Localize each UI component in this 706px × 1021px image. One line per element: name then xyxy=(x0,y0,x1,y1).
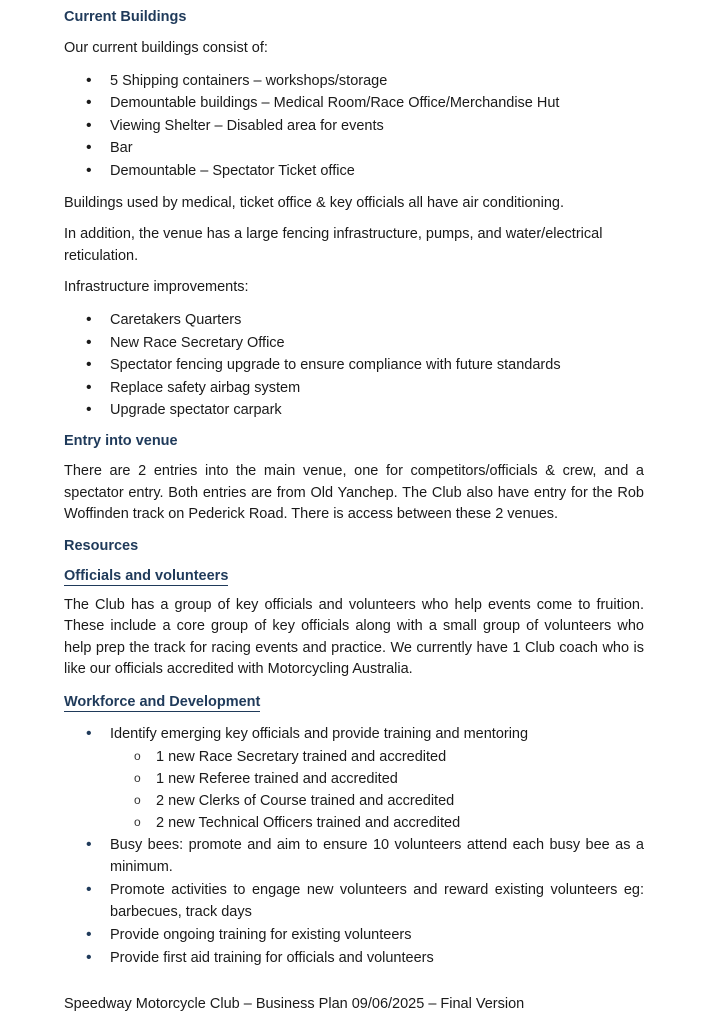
workforce-list xyxy=(64,723,644,969)
list-item: • Promote activities to engage new volunteers and reward existing volunteers eg: barbecues, track days xyxy=(64,879,644,924)
entry-paragraph: There are 2 entries into the main venue, one for competitors/officials & crew, and a spectator entry. Both entries are from Old Yanchep. The Club also have entry for the Rob Woffinden track on Pederick Road. There is access between these 2 venues. xyxy=(64,462,644,523)
document-page xyxy=(64,6,644,969)
list-item: • Bar xyxy=(64,137,644,160)
current-buildings-heading: Current Buildings xyxy=(64,9,187,25)
list-item: • 5 Shipping containers – workshops/storage xyxy=(64,70,644,93)
list-item: • Spectator fencing upgrade to ensure compliance with future standards xyxy=(64,354,644,377)
list-item: • New Race Secretary Office xyxy=(64,332,644,355)
list-item: • Demountable – Spectator Ticket office xyxy=(64,160,644,183)
sub-list-item: o 2 new Clerks of Course trained and accredited xyxy=(110,790,644,812)
list-item: • Demountable buildings – Medical Room/Race Office/Merchandise Hut xyxy=(64,92,644,115)
list-item: • Provide first aid training for officials and volunteers xyxy=(64,947,644,970)
sub-list xyxy=(110,746,644,834)
entry-heading: Entry into venue xyxy=(64,432,178,449)
list-item: • Viewing Shelter – Disabled area for events xyxy=(64,115,644,138)
fencing-paragraph: In addition, the venue has a large fencing infrastructure, pumps, and water/electrical reticulation. xyxy=(64,226,603,264)
officials-heading: Officials and volunteers xyxy=(64,567,229,584)
air-conditioning-paragraph: Buildings used by medical, ticket office & key officials all have air conditioning. xyxy=(64,194,564,211)
resources-heading: Resources xyxy=(64,537,139,554)
sub-list-item: o 2 new Technical Officers trained and accredited xyxy=(110,812,644,834)
list-item: • Provide ongoing training for existing volunteers xyxy=(64,924,644,947)
list-item: • Caretakers Quarters xyxy=(64,309,644,332)
sub-list-item: o 1 new Race Secretary trained and accredited xyxy=(110,746,644,768)
list-item xyxy=(64,723,644,834)
improvements-list xyxy=(64,309,644,422)
list-item: • Replace safety airbag system xyxy=(64,377,644,400)
list-item-text: Identify emerging key officials and provide training and mentoring xyxy=(110,726,529,743)
sub-list-item: o 1 new Referee trained and accredited xyxy=(110,768,644,790)
list-item: • Upgrade spectator carpark xyxy=(64,399,644,422)
list-item: • Busy bees: promote and aim to ensure 10 volunteers attend each busy bee as a minimum. xyxy=(64,834,644,879)
page-footer: Speedway Motorcycle Club – Business Plan 09/06/2025 – Final Version xyxy=(64,996,525,1012)
current-buildings-intro: Our current buildings consist of: xyxy=(64,40,268,56)
improvements-intro: Infrastructure improvements: xyxy=(64,279,249,296)
workforce-heading: Workforce and Development xyxy=(64,694,261,711)
current-buildings-list xyxy=(64,70,644,183)
officials-paragraph: The Club has a group of key officials and volunteers who help events come to fruition. These include a core group of key officials along with a small group of volunteers who help prep the track for racing events and practice. We currently have 1 Club coach who is like our officials accredited with Motorcycling Australia. xyxy=(64,596,644,678)
